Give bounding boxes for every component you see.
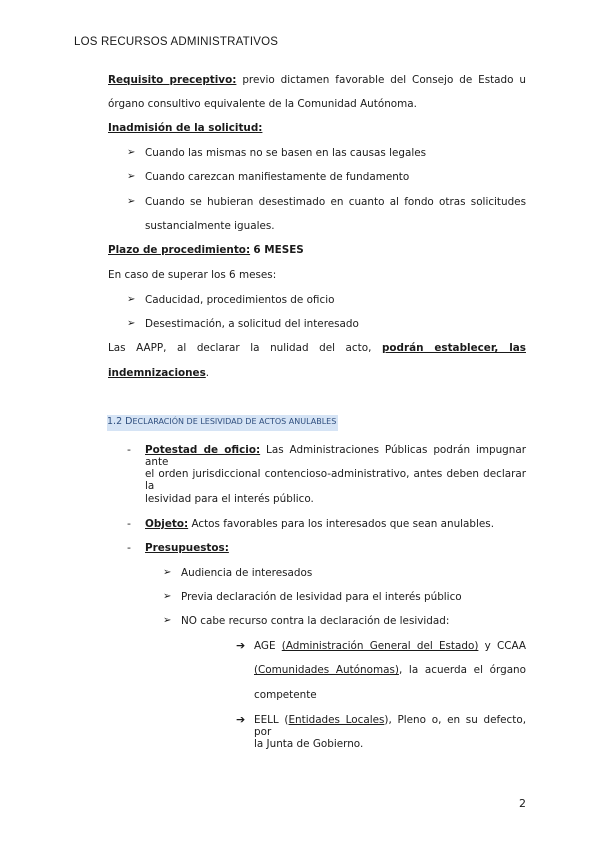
age-link-1: (Administración General del Estado) bbox=[281, 640, 479, 652]
age-prefix: AGE bbox=[254, 640, 276, 652]
right-arrow-icon: ➔ bbox=[236, 639, 246, 652]
arrowhead-bullet-icon: ➢ bbox=[127, 318, 136, 329]
inadmision-bullet-3: Cuando se hubieran desestimado en cuanto al fondo otras solicitudes bbox=[145, 196, 526, 208]
age-line-2 bbox=[254, 664, 526, 676]
dash-bullet-icon: - bbox=[127, 443, 131, 456]
potestad-text-3: lesividad para el interés público. bbox=[145, 493, 314, 505]
plazo-intro: En caso de superar los 6 meses: bbox=[108, 269, 277, 281]
section-number: 1.2 bbox=[107, 416, 123, 427]
potestad-line-1 bbox=[145, 444, 526, 468]
eell-link: Entidades Locales bbox=[288, 714, 385, 726]
dash-bullet-icon: - bbox=[127, 541, 131, 554]
potestad-text-2: el orden jurisdiccional contencioso-administrativo, antes deben declarar la bbox=[145, 468, 526, 492]
inadmision-bullet-2: Cuando carezcan manifiestamente de fundamento bbox=[145, 171, 410, 183]
presupuestos-bullet-1: Audiencia de interesados bbox=[181, 567, 313, 579]
plazo-line bbox=[108, 244, 304, 256]
arrowhead-bullet-icon: ➢ bbox=[127, 294, 136, 305]
section-title-rest: ECLARACIÓN DE LESIVIDAD DE ACTOS ANULABLES bbox=[132, 417, 337, 426]
eell-line-1 bbox=[254, 714, 526, 738]
presupuestos-bullet-2: Previa declaración de lesividad para el interés público bbox=[181, 591, 462, 603]
arrowhead-bullet-icon: ➢ bbox=[163, 567, 172, 578]
plazo-label: Plazo de procedimiento: bbox=[108, 244, 251, 256]
dash-bullet-icon: - bbox=[127, 517, 131, 530]
requisito-text-2: órgano consultivo equivalente de la Comunidad Autónoma. bbox=[108, 98, 417, 110]
presupuestos-label: Presupuestos: bbox=[145, 542, 229, 554]
page-header: LOS RECURSOS ADMINISTRATIVOS bbox=[74, 36, 279, 48]
arrowhead-bullet-icon: ➢ bbox=[163, 591, 172, 602]
age-link-2: (Comunidades Autónomas) bbox=[254, 664, 399, 676]
objeto-line bbox=[145, 518, 494, 530]
inadmision-heading: Inadmisión de la solicitud: bbox=[108, 122, 263, 134]
objeto-text: Actos favorables para los interesados que sean anulables. bbox=[191, 518, 495, 530]
potestad-text-1: Las Administraciones Públicas podrán impugnar ante bbox=[145, 444, 526, 468]
arrowhead-bullet-icon: ➢ bbox=[163, 615, 172, 626]
aapp-line-1 bbox=[108, 342, 526, 354]
inadmision-bullet-1: Cuando las mismas no se basen en las causas legales bbox=[145, 147, 427, 159]
page-number: 2 bbox=[519, 797, 526, 810]
age-after: , la acuerda el órgano bbox=[398, 664, 526, 676]
requisito-label: Requisito preceptivo: bbox=[108, 74, 237, 86]
aapp-bold-1: podrán establecer, las bbox=[381, 342, 526, 354]
plazo-bullet-1: Caducidad, procedimientos de oficio bbox=[145, 294, 335, 306]
eell-prefix: EELL ( bbox=[254, 714, 289, 726]
section-heading bbox=[107, 415, 338, 431]
presupuestos-bullet-3: NO cabe recurso contra la declaración de lesividad: bbox=[181, 615, 450, 627]
arrowhead-bullet-icon: ➢ bbox=[127, 171, 136, 182]
aapp-bold-2: indemnizaciones bbox=[108, 367, 206, 379]
inadmision-bullet-3-cont: sustancialmente iguales. bbox=[145, 220, 275, 232]
section-title-cap: D bbox=[125, 416, 133, 427]
age-line-1 bbox=[254, 640, 526, 652]
arrowhead-bullet-icon: ➢ bbox=[127, 196, 136, 207]
eell-line-2: la Junta de Gobierno. bbox=[254, 738, 364, 750]
aapp-period: . bbox=[205, 367, 210, 379]
aapp-text: Las AAPP, al declarar la nulidad del acto, bbox=[108, 342, 372, 354]
arrowhead-bullet-icon: ➢ bbox=[127, 147, 136, 158]
age-mid: y CCAA bbox=[484, 640, 526, 652]
right-arrow-icon: ➔ bbox=[236, 713, 246, 726]
requisito-line-1 bbox=[108, 74, 526, 86]
potestad-label: Potestad de oficio: bbox=[145, 444, 261, 456]
aapp-line-2 bbox=[108, 367, 209, 379]
plazo-bullet-2: Desestimación, a solicitud del interesado bbox=[145, 318, 359, 330]
objeto-label: Objeto: bbox=[145, 518, 189, 530]
plazo-value: 6 MESES bbox=[253, 244, 304, 256]
requisito-text-1: previo dictamen favorable del Consejo de Estado u bbox=[242, 74, 526, 86]
age-line-3: competente bbox=[254, 689, 317, 701]
eell-after: ), Pleno o, en su defecto, por bbox=[254, 714, 526, 738]
